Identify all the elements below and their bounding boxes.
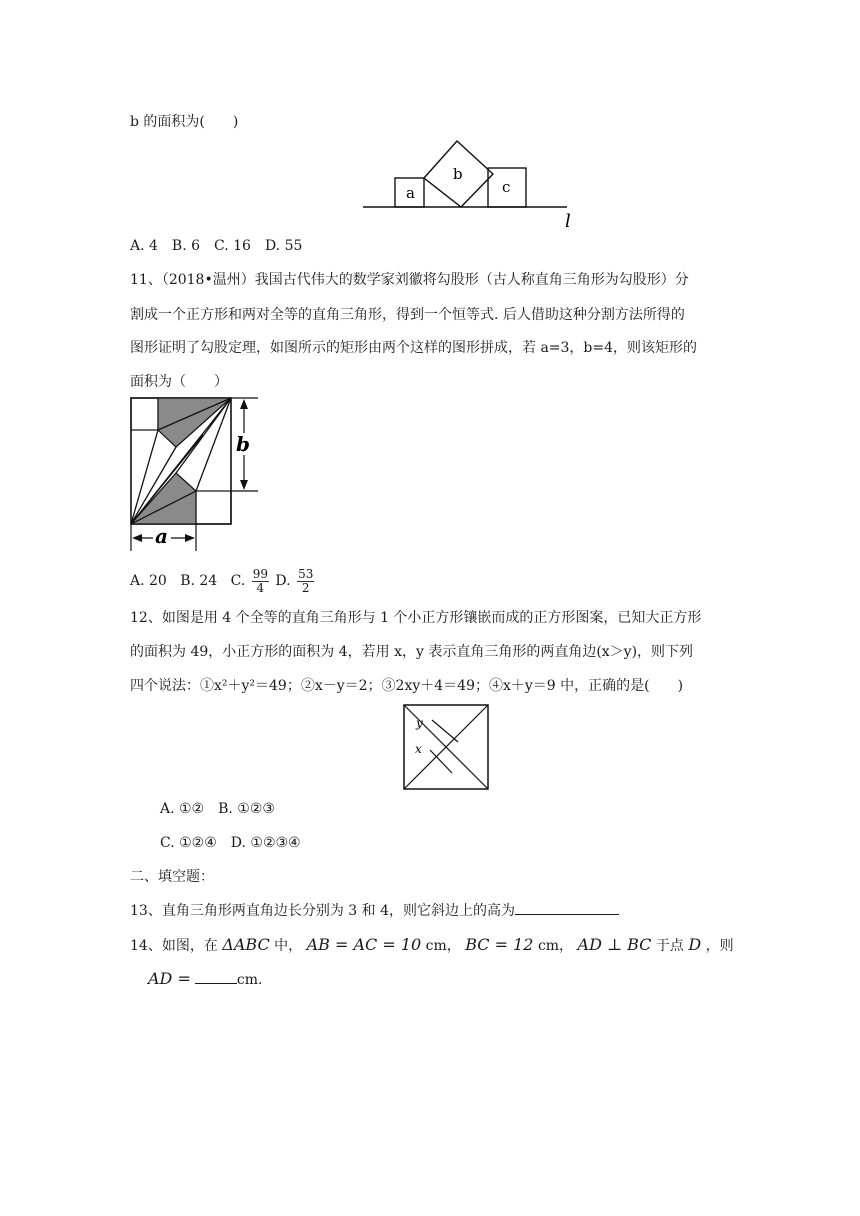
q14-unit-cm: cm. <box>236 972 263 988</box>
q11-line2: 割成一个正方形和两对全等的直角三角形，得到一个恒等式. 后人借助这种分割方法所得的 <box>130 307 685 323</box>
q12-options-row1: A. ①② B. ①②③ <box>160 801 275 817</box>
q14-text-2: 中， <box>274 938 303 954</box>
q11-option-c-numerator: 99 <box>252 566 268 581</box>
q10-label-c: c <box>502 178 511 196</box>
q11-option-d-fraction <box>297 568 314 595</box>
q11-option-b: B. 24 <box>180 573 218 589</box>
q11-option-d-denominator: 2 <box>301 580 310 595</box>
q13-text: 13、直角三角形两直角边长分别为 3 和 4，则它斜边上的高为 <box>130 903 515 919</box>
q14-perpendicular: AD ⊥ BC <box>577 935 652 954</box>
q14-line2 <box>148 969 262 990</box>
q11-line3: 图形证明了勾股定理，如图所示的矩形由两个这样的图形拼成，若 a=3，b=4，则该矩形的 <box>130 340 698 356</box>
q11-option-c-fraction <box>252 568 269 595</box>
q12-label-x: x <box>415 742 422 756</box>
q10-label-l: l <box>565 211 571 230</box>
q14-unit-1: cm， <box>425 938 461 954</box>
q14-text-1: 14、如图，在 <box>130 938 218 954</box>
q14-text-4: ，则 <box>705 938 734 954</box>
q11-option-d-prefix: D. <box>275 573 291 589</box>
q14-answer-blank[interactable] <box>195 983 237 984</box>
q10-label-b: b <box>453 165 463 183</box>
q11-line1: 11、（2018•温州）我国古代伟大的数学家刘徽将勾股形（古人称直角三角形为勾股形）分 <box>130 272 689 288</box>
q13-line <box>130 901 619 921</box>
q13-answer-blank[interactable] <box>515 914 619 915</box>
q14-line1 <box>130 935 734 956</box>
q11-options <box>130 567 316 595</box>
q11-line4: 面积为（ ） <box>130 374 228 390</box>
q14-text-3: 于点 <box>655 938 684 954</box>
q11-label-a: a <box>155 524 168 548</box>
q11-label-b: b <box>236 432 250 456</box>
q12-line1: 12、如图是用 4 个全等的直角三角形与 1 个小正方形镶嵌而成的正方形图案，已知大正方形 <box>130 610 702 626</box>
q14-bc: BC = 12 <box>465 935 534 954</box>
q11-option-a: A. 20 <box>130 573 167 589</box>
q10-label-a: a <box>406 184 415 202</box>
q12-options-row2: C. ①②④ D. ①②③④ <box>160 835 301 851</box>
q11-option-c-denominator: 4 <box>256 580 265 595</box>
q10-options: A. 4 B. 6 C. 16 D. 55 <box>130 238 303 254</box>
q10-figure <box>355 135 595 230</box>
q11-option-c-prefix: C. <box>230 573 246 589</box>
q14-ad: AD = <box>148 969 191 988</box>
q14-ab-ac: AB = AC = 10 <box>306 935 422 954</box>
section-heading-fill-in: 二、填空题： <box>130 869 214 885</box>
q12-label-y: y <box>416 716 423 730</box>
q12-figure <box>402 703 490 791</box>
q11-figure <box>128 395 263 553</box>
q14-unit-2: cm， <box>537 938 574 954</box>
q14-triangle: ΔABC <box>222 935 270 954</box>
q10-stem-tail: b 的面积为( ) <box>130 114 239 130</box>
q11-option-d-numerator: 53 <box>298 566 314 581</box>
q14-point-d: D <box>688 935 702 954</box>
q12-line2: 的面积为 49，小正方形的面积为 4，若用 x，y 表示直角三角形的两直角边(x＞y)，则下列 <box>130 644 694 660</box>
q12-line3: 四个说法：①x²＋y²＝49；②x－y＝2；③2xy＋4＝49；④x＋y＝9 中，正确的是( ) <box>130 678 684 694</box>
